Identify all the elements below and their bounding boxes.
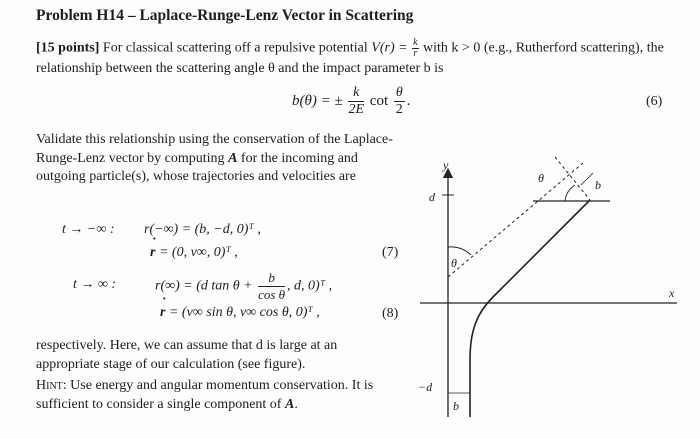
d-label: d xyxy=(429,190,435,204)
eq8-time: t → ∞ : xyxy=(73,277,117,292)
eq6-argument: $\frac{\theta}{2}$ xyxy=(395,85,403,117)
theta-arc-top xyxy=(565,185,575,201)
eq7-time: t → −∞ : xyxy=(62,222,115,237)
eq8-number: (8) xyxy=(382,306,399,321)
b-label-top: b xyxy=(595,178,601,192)
validate-paragraph xyxy=(36,131,404,187)
asymptote-line xyxy=(448,163,583,277)
intro-text-a: For classical scattering off a repulsive potential xyxy=(99,40,372,56)
b-label-bottom: b xyxy=(453,399,459,413)
eq6-fraction: $\frac{k}{2E}$ xyxy=(348,85,365,117)
eq8-rdot-line: r ˙ = (v∞ sin θ, v∞ cos θ, 0)ᵀ , xyxy=(160,305,320,321)
points-label: [15 points] xyxy=(36,40,100,56)
eq7-number: (7) xyxy=(382,245,399,260)
eq8-r-line: r(∞) = (d tan θ + $\frac{b}{\text{cos θ}}$ , d, 0)ᵀ , xyxy=(155,270,333,302)
validate-text-a: Validate this relationship using the conservation of the Laplace-Runge-Lenz vector by computing xyxy=(36,132,393,166)
neg-d-label: −d xyxy=(418,380,433,394)
intro-text-b: with k > 0 (e.g., Rutherford scattering), the relationship between the scattering angle θ and the impact parameter b is xyxy=(36,40,664,76)
b-arrow-top xyxy=(581,173,593,185)
hint-paragraph: Hint: Use energy and angular momentum conservation. It is sufficient to consider a single component of A. xyxy=(36,378,374,412)
eq6-cot: cot xyxy=(369,92,389,109)
y-axis-label: y xyxy=(443,158,449,172)
respectively-paragraph: respectively. Here, we can assume that d is large at an appropriate stage of our calculation (see figure). xyxy=(36,338,338,372)
equation-6: b(θ) = ± $\frac{k}{2E}$ cot $\frac{\theta}{2}$ . xyxy=(292,85,411,117)
theta-top-label: θ xyxy=(538,171,544,185)
potential-fraction: $\frac{k}{r}$ xyxy=(413,37,418,59)
theta-mid-label: θ xyxy=(451,256,457,270)
vector-A: A xyxy=(228,150,238,166)
eq6-lhs: b(θ) = ± xyxy=(292,92,343,109)
x-axis-label: x xyxy=(669,286,675,300)
eq6-number: (6) xyxy=(646,94,663,109)
eq7-r-line: r(−∞) = (b, −d, 0)ᵀ , xyxy=(144,222,261,237)
trajectory xyxy=(470,200,590,417)
scattering-figure xyxy=(415,155,685,420)
hint-label: Hint: xyxy=(36,378,67,393)
validate-text-b: for the incoming and outgoing particle(s), whose trajectories and velocities are xyxy=(36,150,358,184)
intro-paragraph xyxy=(36,38,672,78)
potential-label: V(r) = xyxy=(371,40,408,56)
perpendicular-dash xyxy=(555,157,590,200)
eq7-rdot-line: r ˙ = (0, v∞, 0)ᵀ , xyxy=(150,245,238,261)
hint-vector-A: A xyxy=(284,396,295,412)
problem-title: Problem H14 – Laplace-Runge-Lenz Vector in Scattering xyxy=(36,7,414,24)
theta-arc-mid xyxy=(448,247,471,255)
hint-text-a: Use energy and angular momentum conservation. It is sufficient to consider a single component of xyxy=(36,378,374,412)
